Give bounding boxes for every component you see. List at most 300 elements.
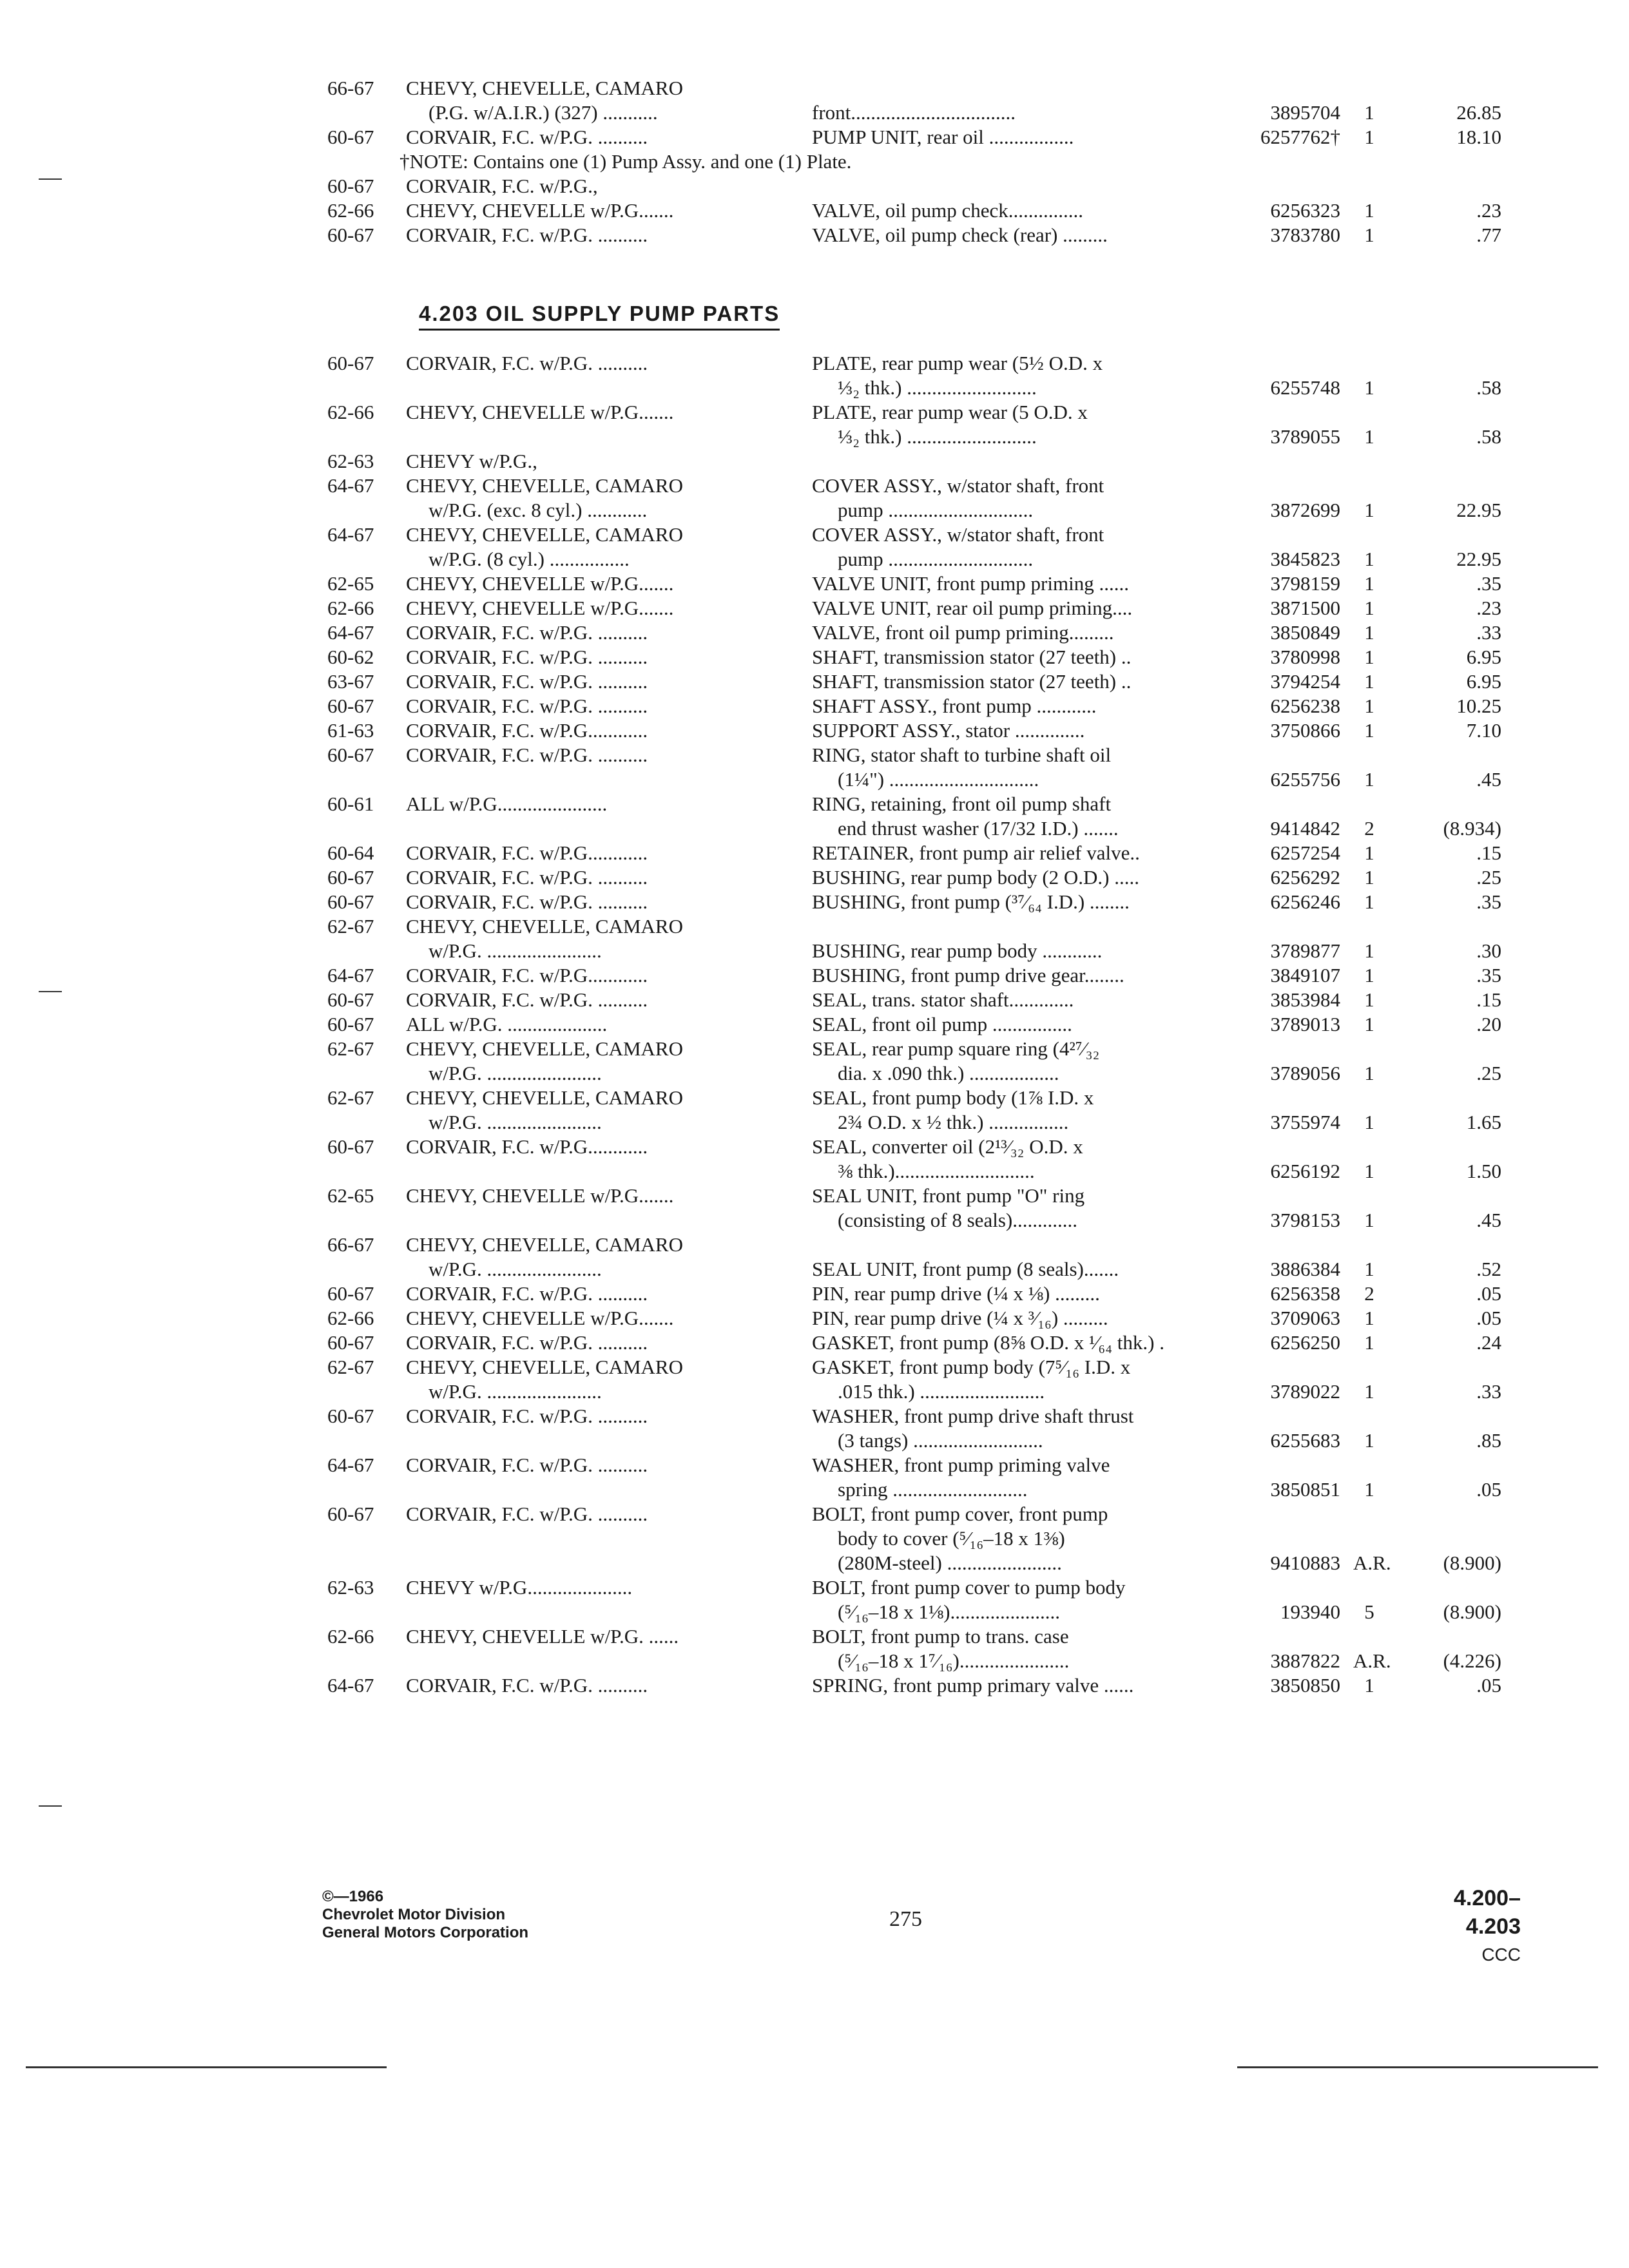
list-price: .58 <box>1476 376 1501 399</box>
table-row <box>322 125 1508 149</box>
application-cont: w/P.G. ....................... <box>429 939 602 962</box>
model-years: 66-67 <box>327 77 374 99</box>
part-number: 3886384 <box>1270 1258 1340 1280</box>
part-description: WASHER, front pump priming valve <box>812 1454 1110 1476</box>
quantity: 1 <box>1364 1478 1374 1501</box>
application: CHEVY, CHEVELLE w/P.G....... <box>406 199 674 222</box>
part-description-cont: (3 tangs) .......................... <box>838 1429 1043 1452</box>
footer-copyright: ©—1966 <box>322 1888 384 1905</box>
list-price: .23 <box>1476 199 1501 222</box>
part-number: 3750866 <box>1270 719 1340 742</box>
application: CORVAIR, F.C. w/P.G. .......... <box>406 224 648 246</box>
part-description-cont: ⅓₂ thk.) .......................... <box>838 376 1037 399</box>
list-price: .45 <box>1476 768 1501 791</box>
part-description: BUSHING, front pump (³⁷⁄₆₄ I.D.) ........ <box>812 890 1130 913</box>
application-cont: (P.G. w/A.I.R.) (327) ........... <box>429 101 658 124</box>
part-number: 6256358 <box>1270 1282 1340 1305</box>
application: CORVAIR, F.C. w/P.G............ <box>406 719 648 742</box>
model-years: 64-67 <box>327 474 374 497</box>
part-number: 3798153 <box>1270 1209 1340 1231</box>
part-number: 193940 <box>1280 1600 1340 1623</box>
part-number: 6256323 <box>1270 199 1340 222</box>
list-price: 6.95 <box>1466 646 1501 668</box>
part-description: COVER ASSY., w/stator shaft, front <box>812 523 1104 546</box>
quantity: 1 <box>1364 597 1374 619</box>
footer-section <box>1405 1884 1521 1969</box>
application: CHEVY, CHEVELLE, CAMARO <box>406 523 683 546</box>
list-price: .85 <box>1476 1429 1501 1452</box>
application: CORVAIR, F.C. w/P.G. .......... <box>406 695 648 717</box>
quantity: 1 <box>1364 964 1374 986</box>
part-description-cont: (1¼") .............................. <box>838 768 1039 791</box>
model-years: 64-67 <box>327 1674 374 1696</box>
part-description: VALVE, oil pump check (rear) ......... <box>812 224 1108 246</box>
table-row <box>322 400 1508 425</box>
part-number: 9414842 <box>1270 817 1340 840</box>
table-row <box>322 1061 1508 1086</box>
part-number: 6256238 <box>1270 695 1340 717</box>
part-description: SEAL UNIT, front pump (8 seals)....... <box>812 1258 1119 1280</box>
part-description-cont: pump ............................. <box>838 548 1034 570</box>
part-number: 3853984 <box>1270 988 1340 1011</box>
part-description: PIN, rear pump drive (¼ x ⅛) ......... <box>812 1282 1100 1305</box>
application: CHEVY, CHEVELLE w/P.G. ...... <box>406 1625 679 1648</box>
list-price: .33 <box>1476 621 1501 644</box>
table-row <box>322 1551 1508 1575</box>
part-description-cont: .015 thk.) ......................... <box>838 1380 1045 1403</box>
table-row <box>322 1404 1508 1428</box>
table-row <box>322 1086 1508 1110</box>
part-description: BUSHING, front pump drive gear........ <box>812 964 1124 986</box>
quantity: 1 <box>1364 621 1374 644</box>
application: CHEVY, CHEVELLE, CAMARO <box>406 915 683 937</box>
footer-publisher <box>322 1888 528 1942</box>
part-number: 3755974 <box>1270 1111 1340 1133</box>
model-years: 60-67 <box>327 1331 374 1354</box>
table-row <box>322 865 1508 890</box>
quantity: 2 <box>1364 1282 1374 1305</box>
part-description: RETAINER, front pump air relief valve.. <box>812 841 1140 864</box>
model-years: 60-67 <box>327 988 374 1011</box>
part-description-cont: 2¾ O.D. x ½ thk.) ................ <box>838 1111 1069 1133</box>
part-description: SHAFT ASSY., front pump ............ <box>812 695 1097 717</box>
model-years: 60-67 <box>327 890 374 913</box>
application: CHEVY, CHEVELLE w/P.G....... <box>406 1184 674 1207</box>
part-number: 6255683 <box>1270 1429 1340 1452</box>
application: CHEVY, CHEVELLE, CAMARO <box>406 77 683 99</box>
model-years: 66-67 <box>327 1233 374 1256</box>
quantity: 1 <box>1364 719 1374 742</box>
table-row <box>322 792 1508 816</box>
list-price: 1.65 <box>1466 1111 1501 1133</box>
application: CHEVY w/P.G..................... <box>406 1576 633 1599</box>
table-row <box>322 963 1508 988</box>
application: CHEVY, CHEVELLE, CAMARO <box>406 1356 683 1378</box>
model-years: 62-66 <box>327 401 374 423</box>
quantity: 1 <box>1364 1307 1374 1329</box>
part-description: front................................. <box>812 101 1016 124</box>
model-years: 62-65 <box>327 1184 374 1207</box>
table-row <box>322 1355 1508 1379</box>
part-description: SHAFT, transmission stator (27 teeth) .. <box>812 670 1132 693</box>
part-number: 3850849 <box>1270 621 1340 644</box>
part-number: 3789877 <box>1270 939 1340 962</box>
page-number: 275 <box>889 1907 922 1931</box>
table-row <box>322 1233 1508 1257</box>
model-years: 60-61 <box>327 793 374 815</box>
part-number: 3850851 <box>1270 1478 1340 1501</box>
margin-mark <box>39 991 62 992</box>
table-row <box>322 890 1508 914</box>
quantity: 1 <box>1364 670 1374 693</box>
model-years: 60-67 <box>327 1503 374 1525</box>
model-years: 62-63 <box>327 450 374 472</box>
application: CORVAIR, F.C. w/P.G............ <box>406 841 648 864</box>
table-row <box>322 474 1508 498</box>
list-price: .25 <box>1476 866 1501 889</box>
quantity: 1 <box>1364 1380 1374 1403</box>
part-description: VALVE UNIT, rear oil pump priming.... <box>812 597 1133 619</box>
quantity: 1 <box>1364 1160 1374 1182</box>
application: CORVAIR, F.C. w/P.G. .......... <box>406 1503 648 1525</box>
table-row <box>322 1159 1508 1184</box>
table-row <box>322 694 1508 718</box>
section-title: 4.203 OIL SUPPLY PUMP PARTS <box>419 302 780 331</box>
table-row <box>322 620 1508 645</box>
application: CORVAIR, F.C. w/P.G. .......... <box>406 1454 648 1476</box>
table-row <box>322 149 1508 174</box>
table-row <box>322 1135 1508 1159</box>
part-description: COVER ASSY., w/stator shaft, front <box>812 474 1104 497</box>
part-description-cont: body to cover (⁵⁄₁₆–18 x 1⅜) <box>838 1527 1065 1550</box>
part-description: SEAL, trans. stator shaft............. <box>812 988 1074 1011</box>
application: CHEVY, CHEVELLE w/P.G....... <box>406 597 674 619</box>
model-years: 60-62 <box>327 646 374 668</box>
model-years: 62-67 <box>327 1086 374 1109</box>
application: CORVAIR, F.C. w/P.G. .......... <box>406 890 648 913</box>
quantity: 1 <box>1364 548 1374 570</box>
table-row <box>322 816 1508 841</box>
part-number: 6256292 <box>1270 866 1340 889</box>
model-years: 64-67 <box>327 964 374 986</box>
list-price: .05 <box>1476 1282 1501 1305</box>
quantity: 5 <box>1364 1600 1374 1623</box>
quantity: 1 <box>1364 695 1374 717</box>
quantity: 1 <box>1364 572 1374 595</box>
part-number: 3783780 <box>1270 224 1340 246</box>
application: CORVAIR, F.C. w/P.G............ <box>406 964 648 986</box>
table-row <box>322 174 1508 198</box>
part-description-cont: ⅓₂ thk.) .......................... <box>838 425 1037 448</box>
list-price: .35 <box>1476 964 1501 986</box>
part-description: SEAL, rear pump square ring (4²⁷⁄₃₂ <box>812 1037 1100 1060</box>
table-row <box>322 523 1508 547</box>
table-row <box>322 101 1508 125</box>
part-description-cont: (⁵⁄₁₆–18 x 1⁷⁄₁₆)...................... <box>838 1649 1070 1672</box>
table-row <box>322 572 1508 596</box>
part-number: 6256192 <box>1270 1160 1340 1182</box>
list-price: 7.10 <box>1466 719 1501 742</box>
quantity: 1 <box>1364 841 1374 864</box>
quantity: 1 <box>1364 425 1374 448</box>
parts-list-main <box>322 351 1508 1698</box>
parts-list-top <box>322 76 1508 247</box>
quantity: 1 <box>1364 224 1374 246</box>
list-price: .25 <box>1476 1062 1501 1084</box>
quantity: 1 <box>1364 1429 1374 1452</box>
model-years: 60-64 <box>327 841 374 864</box>
quantity: 1 <box>1364 768 1374 791</box>
part-description: SHAFT, transmission stator (27 teeth) .. <box>812 646 1132 668</box>
margin-mark <box>39 178 62 180</box>
part-number: 3850850 <box>1270 1674 1340 1696</box>
table-row <box>322 1306 1508 1331</box>
list-price: .30 <box>1476 939 1501 962</box>
part-description-cont: spring ........................... <box>838 1478 1028 1501</box>
model-years: 62-67 <box>327 1037 374 1060</box>
table-row <box>322 1257 1508 1282</box>
table-row <box>322 425 1508 449</box>
model-years: 62-67 <box>327 915 374 937</box>
table-row <box>322 1282 1508 1306</box>
table-row <box>322 1624 1508 1649</box>
model-years: 60-67 <box>327 126 374 148</box>
quantity: A.R. <box>1353 1552 1391 1574</box>
table-row <box>322 841 1508 865</box>
application: CORVAIR, F.C. w/P.G. .......... <box>406 1331 648 1354</box>
model-years: 63-67 <box>327 670 374 693</box>
model-years: 60-67 <box>327 695 374 717</box>
table-row <box>322 1379 1508 1404</box>
list-price: 26.85 <box>1456 101 1501 124</box>
table-row <box>322 1110 1508 1135</box>
quantity: 1 <box>1364 939 1374 962</box>
part-description: PLATE, rear pump wear (5½ O.D. x <box>812 352 1103 374</box>
application: CORVAIR, F.C. w/P.G. .......... <box>406 352 648 374</box>
part-description: GASKET, front pump (8⅝ O.D. x ¹⁄₆₄ thk.) . <box>812 1331 1164 1354</box>
table-row <box>322 1208 1508 1233</box>
table-row <box>322 1575 1508 1600</box>
model-years: 64-67 <box>327 1454 374 1476</box>
list-price: .77 <box>1476 224 1501 246</box>
quantity: A.R. <box>1353 1649 1391 1672</box>
part-number: 3789055 <box>1270 425 1340 448</box>
table-row <box>322 1184 1508 1208</box>
part-number: 6257762† <box>1260 126 1340 148</box>
part-number: 6255748 <box>1270 376 1340 399</box>
scan-edge-line <box>26 2066 387 2068</box>
part-number: 9410883 <box>1270 1552 1340 1574</box>
quantity: 1 <box>1364 988 1374 1011</box>
part-description: PUMP UNIT, rear oil ................. <box>812 126 1074 148</box>
part-number: 3871500 <box>1270 597 1340 619</box>
quantity: 1 <box>1364 1062 1374 1084</box>
part-description: SEAL, front oil pump ................ <box>812 1013 1072 1035</box>
list-price: .15 <box>1476 988 1501 1011</box>
table-row <box>322 939 1508 963</box>
table-row <box>322 1428 1508 1453</box>
part-number: 3780998 <box>1270 646 1340 668</box>
table-row <box>322 547 1508 572</box>
application: ALL w/P.G...................... <box>406 793 608 815</box>
application: CORVAIR, F.C. w/P.G. .......... <box>406 1282 648 1305</box>
quantity: 1 <box>1364 126 1374 148</box>
application: CORVAIR, F.C. w/P.G. .......... <box>406 866 648 889</box>
margin-mark <box>39 1805 62 1807</box>
table-row <box>322 988 1508 1012</box>
application: CORVAIR, F.C. w/P.G. .......... <box>406 744 648 766</box>
application: CORVAIR, F.C. w/P.G. .......... <box>406 126 648 148</box>
quantity: 1 <box>1364 1013 1374 1035</box>
application-cont: w/P.G. ....................... <box>429 1380 602 1403</box>
application-cont: w/P.G. ....................... <box>429 1258 602 1280</box>
list-price: 22.95 <box>1456 499 1501 521</box>
list-price: 1.50 <box>1466 1160 1501 1182</box>
model-years: 60-67 <box>327 866 374 889</box>
part-description-cont: (consisting of 8 seals)............. <box>838 1209 1077 1231</box>
table-row <box>322 1502 1508 1526</box>
list-price: .33 <box>1476 1380 1501 1403</box>
part-description: BOLT, front pump to trans. case <box>812 1625 1069 1648</box>
table-row <box>322 376 1508 400</box>
part-description: PLATE, rear pump wear (5 O.D. x <box>812 401 1088 423</box>
list-price: 6.95 <box>1466 670 1501 693</box>
quantity: 1 <box>1364 376 1374 399</box>
part-description: VALVE, oil pump check............... <box>812 199 1084 222</box>
part-description-cont: end thrust washer (17/32 I.D.) ....... <box>838 817 1119 840</box>
application-cont: w/P.G. ....................... <box>429 1062 602 1084</box>
list-price: (8.900) <box>1443 1600 1501 1623</box>
list-price: 22.95 <box>1456 548 1501 570</box>
part-number: 3849107 <box>1270 964 1340 986</box>
quantity: 1 <box>1364 1331 1374 1354</box>
table-row <box>322 1012 1508 1037</box>
quantity: 1 <box>1364 1258 1374 1280</box>
application: CHEVY, CHEVELLE w/P.G....... <box>406 1307 674 1329</box>
table-row <box>322 645 1508 669</box>
application: CHEVY, CHEVELLE, CAMARO <box>406 1233 683 1256</box>
list-price: .35 <box>1476 572 1501 595</box>
table-row <box>322 449 1508 474</box>
application: CORVAIR, F.C. w/P.G., <box>406 175 598 197</box>
part-description: VALVE UNIT, front pump priming ...... <box>812 572 1129 595</box>
list-price: .20 <box>1476 1013 1501 1035</box>
application: CHEVY w/P.G., <box>406 450 537 472</box>
list-price: .05 <box>1476 1478 1501 1501</box>
part-description: VALVE, front oil pump priming......... <box>812 621 1114 644</box>
quantity: 1 <box>1364 1209 1374 1231</box>
list-price: .52 <box>1476 1258 1501 1280</box>
quantity: 1 <box>1364 646 1374 668</box>
application: CHEVY, CHEVELLE, CAMARO <box>406 1037 683 1060</box>
part-description: SEAL, converter oil (2¹³⁄₃₂ O.D. x <box>812 1135 1083 1158</box>
footer-corporation: General Motors Corporation <box>322 1924 529 1941</box>
application: CORVAIR, F.C. w/P.G. .......... <box>406 670 648 693</box>
application: CORVAIR, F.C. w/P.G. .......... <box>406 646 648 668</box>
quantity: 1 <box>1364 890 1374 913</box>
quantity: 1 <box>1364 1674 1374 1696</box>
model-years: 62-63 <box>327 1576 374 1599</box>
list-price: (8.900) <box>1443 1552 1501 1574</box>
application-cont: w/P.G. (exc. 8 cyl.) ............ <box>429 499 648 521</box>
list-price: .05 <box>1476 1674 1501 1696</box>
application: CHEVY, CHEVELLE, CAMARO <box>406 474 683 497</box>
list-price: 10.25 <box>1456 695 1501 717</box>
list-price: .24 <box>1476 1331 1501 1354</box>
model-years: 60-67 <box>327 744 374 766</box>
list-price: .45 <box>1476 1209 1501 1231</box>
application: CORVAIR, F.C. w/P.G. .......... <box>406 621 648 644</box>
part-description: PIN, rear pump drive (¼ x ³⁄₁₆) ......... <box>812 1307 1108 1329</box>
part-description: RING, stator shaft to turbine shaft oil <box>812 744 1112 766</box>
part-number: 6255756 <box>1270 768 1340 791</box>
part-description: SEAL, front pump body (1⅞ I.D. x <box>812 1086 1094 1109</box>
table-row <box>322 351 1508 376</box>
application: CORVAIR, F.C. w/P.G. .......... <box>406 1405 648 1427</box>
part-description-cont: pump ............................. <box>838 499 1034 521</box>
list-price: .23 <box>1476 597 1501 619</box>
part-description-cont: ⅜ thk.)............................ <box>838 1160 1035 1182</box>
table-row <box>322 1037 1508 1061</box>
list-price: (4.226) <box>1443 1649 1501 1672</box>
list-price: .05 <box>1476 1307 1501 1329</box>
model-years: 62-66 <box>327 199 374 222</box>
part-number: 3845823 <box>1270 548 1340 570</box>
model-years: 60-67 <box>327 1135 374 1158</box>
list-price: .35 <box>1476 890 1501 913</box>
table-row <box>322 1331 1508 1355</box>
table-row <box>322 718 1508 743</box>
model-years: 60-67 <box>327 352 374 374</box>
part-description: GASKET, front pump body (7⁵⁄₁₆ I.D. x <box>812 1356 1131 1378</box>
list-price: 18.10 <box>1456 126 1501 148</box>
application-cont: w/P.G. (8 cyl.) ................ <box>429 548 630 570</box>
list-price: (8.934) <box>1443 817 1501 840</box>
part-number: 3798159 <box>1270 572 1340 595</box>
model-years: 62-65 <box>327 572 374 595</box>
table-row <box>322 1477 1508 1502</box>
part-number: 6256250 <box>1270 1331 1340 1354</box>
list-price: .15 <box>1476 841 1501 864</box>
part-number: 3789056 <box>1270 1062 1340 1084</box>
model-years: 62-66 <box>327 1625 374 1648</box>
model-years: 64-67 <box>327 621 374 644</box>
part-number: 3789013 <box>1270 1013 1340 1035</box>
model-years: 60-67 <box>327 1013 374 1035</box>
part-description-cont: (280M-steel) ....................... <box>838 1552 1062 1574</box>
part-description-cont: dia. x .090 thk.) .................. <box>838 1062 1059 1084</box>
application-cont: w/P.G. ....................... <box>429 1111 602 1133</box>
part-description: BUSHING, rear pump body (2 O.D.) ..... <box>812 866 1139 889</box>
table-row <box>322 914 1508 939</box>
application: CHEVY, CHEVELLE w/P.G....... <box>406 572 674 595</box>
model-years: 62-66 <box>327 597 374 619</box>
part-description-cont: (⁵⁄₁₆–18 x 1⅛)...................... <box>838 1600 1060 1623</box>
footer-section-range: 4.200–4.203 <box>1454 1886 1521 1939</box>
part-description: BOLT, front pump cover, front pump <box>812 1503 1108 1525</box>
model-years: 62-66 <box>327 1307 374 1329</box>
part-description: RING, retaining, front oil pump shaft <box>812 793 1112 815</box>
model-years: 61-63 <box>327 719 374 742</box>
part-number: 3794254 <box>1270 670 1340 693</box>
part-number: 3872699 <box>1270 499 1340 521</box>
application: CHEVY, CHEVELLE, CAMARO <box>406 1086 683 1109</box>
part-description: BOLT, front pump cover to pump body <box>812 1576 1126 1599</box>
application: CORVAIR, F.C. w/P.G. .......... <box>406 988 648 1011</box>
part-description: BUSHING, rear pump body ............ <box>812 939 1103 962</box>
model-years: 60-67 <box>327 1282 374 1305</box>
quantity: 1 <box>1364 199 1374 222</box>
